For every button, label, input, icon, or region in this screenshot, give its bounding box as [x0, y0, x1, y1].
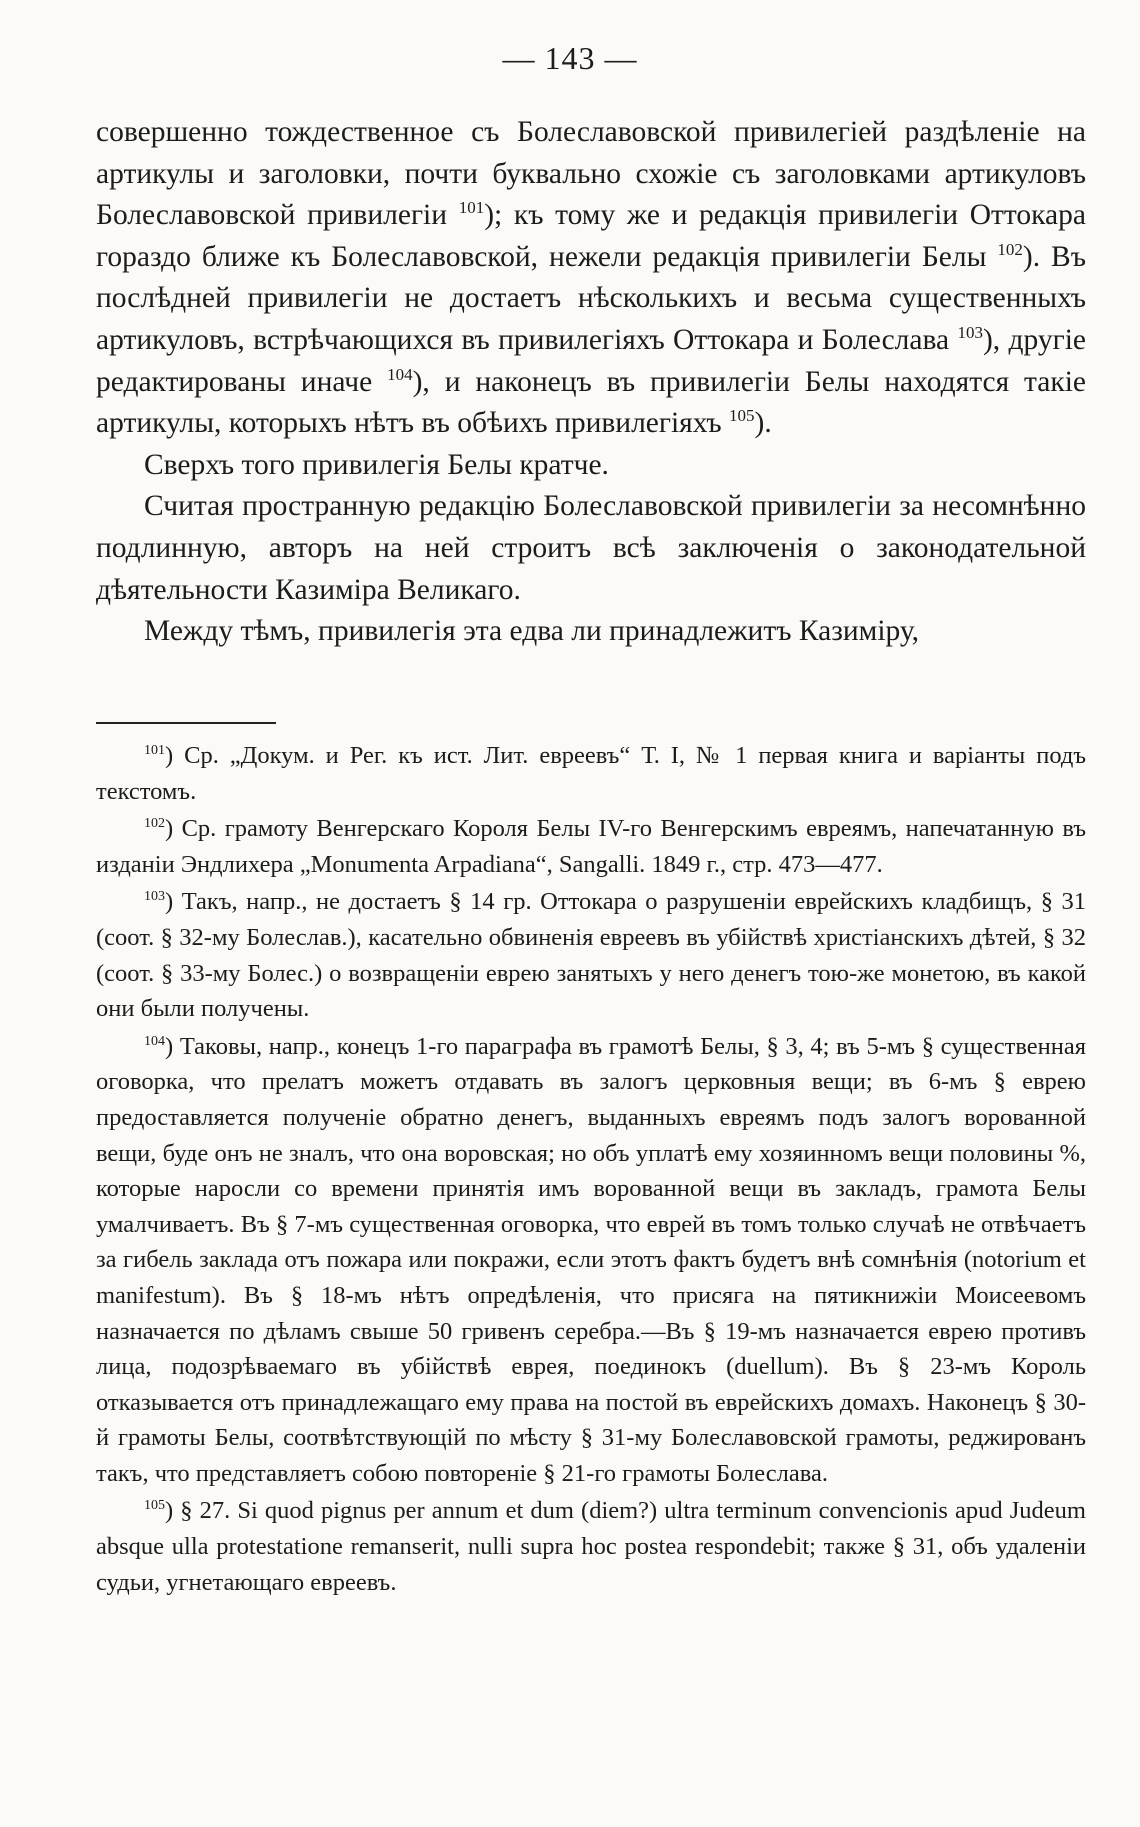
paragraph-1-text: ), и наконецъ въ привилегіи Белы находятся такіе артикулы, которыхъ нѣтъ въ обѣихъ привилегіяхъ — [96, 365, 1086, 440]
footnote-103 — [96, 884, 1086, 1026]
footnote-102 — [96, 811, 1086, 882]
paragraph-3: Считая пространную редакцію Болеславовской привилегіи за несомнѣнно подлинную, авторъ на ней строитъ всѣ заключенія о законодательной дѣятельности Казиміра Великаго. — [96, 490, 1086, 606]
footnote-ref-101: 101 — [458, 198, 485, 218]
footnote-text: ) § 27. Si quod pignus per annum et dum (diem?) ultra terminum convencionis apud Judeum absque ulla protestatione remanserit, nulli supra hoc postea respondebit; также § 31, объ удаленіи судьи, угнетающаго евреевъ. — [96, 1497, 1086, 1596]
footnote-text: ) Таковы, напр., конецъ 1-го параграфа въ грамотѣ Белы, § 3, 4; въ 5-мъ § существенная оговорка, что прелатъ можетъ отдавать въ залогъ церковныя вещи; въ 6-мъ § еврею предоставляется полученіе обратно денегъ, выданныхъ евреямъ подъ залогъ ворованной вещи, буде онъ не зналъ, что она воровская; но объ уплатѣ ему хозяинномъ вещи половины %, которые наросли со времени принятія имъ ворованной вещи въ закладъ, грамота Белы умалчиваетъ. Въ § 7-мъ существенная оговорка, что еврей въ томъ только случаѣ не отвѣчаетъ за гибель заклада отъ пожара или покражи, если этотъ фактъ будетъ внѣ сомнѣнія (notorium et manifestum). Въ § 18-мъ нѣтъ опредѣленія, что присяга на пятикнижіи Моисеевомъ назначается по дѣламъ свыше 50 гривенъ серебра.—Въ § 19-мъ назначается еврею противъ лица, подозрѣваемаго въ убійствѣ еврея, поединокъ (duellum). Въ § 23-мъ Король отказывается отъ принадлежащаго ему права на постой въ еврейскихъ домахъ. Наконецъ § 30-й грамоты Белы, соотвѣтствующій по мѣсту § 31-му Болеславовской грамоты, реджированъ такъ, что представляетъ собою повтореніе § 21-го грамоты Болеслава. — [96, 1032, 1086, 1487]
footnote-105 — [96, 1493, 1086, 1600]
paragraph-1-text: ). — [754, 407, 772, 440]
footnote-ref-102: 102 — [997, 239, 1023, 259]
page-number: — 143 — — [502, 40, 638, 76]
paragraph-2: Сверхъ того привилегія Белы кратче. — [144, 448, 609, 481]
paragraph-1-text: ). Въ послѣдней привилегіи не достаетъ нѣсколькихъ и весьма существенныхъ артикуловъ, встрѣчающихся въ привилегіяхъ Оттокара и Болеслава — [96, 240, 1086, 356]
footnote-mark: 105 — [144, 1498, 165, 1514]
paragraph-1 — [96, 112, 1086, 445]
main-text — [96, 112, 1086, 653]
footnote-101 — [96, 738, 1086, 809]
footnote-mark: 101 — [144, 742, 165, 758]
paragraph-4: Между тѣмъ, привилегія эта едва ли принадлежитъ Казиміру, — [144, 615, 920, 648]
footnotes — [96, 738, 1086, 1602]
footnote-divider — [96, 722, 276, 724]
footnote-text: ) Ср. грамоту Венгерскаго Короля Белы IV-го Венгерскимъ евреямъ, напечатанную въ изданіи Эндлихера „Monumenta Arpadiana“, Sangalli. 1849 г., стр. 473—477. — [96, 815, 1086, 878]
footnote-ref-103: 103 — [957, 323, 983, 343]
paragraph-1-text: ); къ тому же и редакція привилегіи Оттокара гораздо ближе къ Болеславовской, нежели редакція привилегіи Белы — [96, 199, 1086, 273]
paragraph-1-text: ), другіе редактированы иначе — [96, 323, 1086, 398]
footnote-mark: 102 — [144, 816, 165, 832]
footnote-104 — [96, 1029, 1086, 1492]
footnote-mark: 104 — [144, 1033, 165, 1049]
footnote-ref-104: 104 — [387, 364, 413, 384]
footnote-ref-105: 105 — [729, 406, 755, 426]
paragraph-1-text: совершенно тождественное съ Болеславовской привилегіей раздѣленіе на артикулы и заголовки, почти буквально схожіе съ заголовками артикуловъ Болеславовской привилегіи — [96, 116, 1086, 232]
footnote-text: ) Ср. „Докум. и Рег. къ ист. Лит. евреевъ“ Т. I, № 1 первая книга и варіанты подъ текстомъ. — [96, 742, 1086, 805]
footnote-mark: 103 — [144, 889, 165, 905]
footnote-text: ) Такъ, напр., не достаетъ § 14 гр. Оттокара о разрушеніи еврейскихъ кладбищъ, § 31 (соот. § 32-му Болеслав.), касательно обвиненія евреевъ въ убійствѣ христіанскихъ дѣтей, § 32 (соот. § 33-му Болес.) о возвращеніи еврею занятыхъ у него денегъ тою-же монетою, въ какой они были получены. — [96, 888, 1086, 1023]
